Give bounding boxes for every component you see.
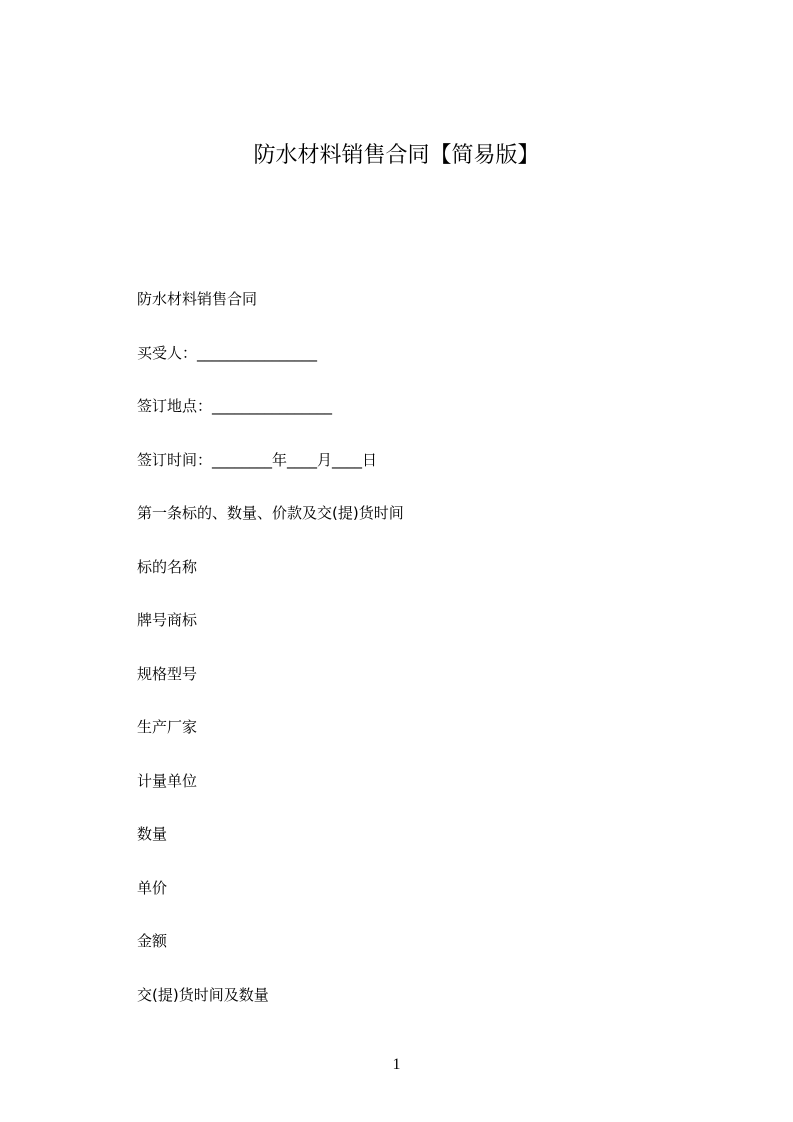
signing-date-field: 签订时间：________年____月____日 — [137, 450, 378, 469]
item-subject-name: 标的名称 — [137, 557, 198, 576]
item-spec-model: 规格型号 — [137, 664, 198, 683]
contract-heading: 防水材料销售合同 — [137, 290, 258, 308]
item-manufacturer: 生产厂家 — [137, 718, 198, 736]
item-delivery-time-quantity: 交(提)货时间及数量 — [137, 985, 269, 1004]
document-body — [137, 288, 697, 1037]
item-unit-price: 单价 — [137, 878, 168, 897]
buyer-field: 买受人：________________ — [137, 343, 318, 362]
item-brand-trademark: 牌号商标 — [137, 611, 198, 629]
item-amount: 金额 — [137, 932, 168, 950]
item-unit: 计量单位 — [137, 771, 198, 790]
signing-place-field: 签订地点：________________ — [137, 397, 333, 415]
document-title: 防水材料销售合同【简易版】 — [253, 143, 540, 168]
item-quantity: 数量 — [137, 825, 168, 843]
page-number: 1 — [392, 1056, 401, 1073]
article-one-heading: 第一条标的、数量、价款及交(提)货时间 — [137, 504, 404, 522]
